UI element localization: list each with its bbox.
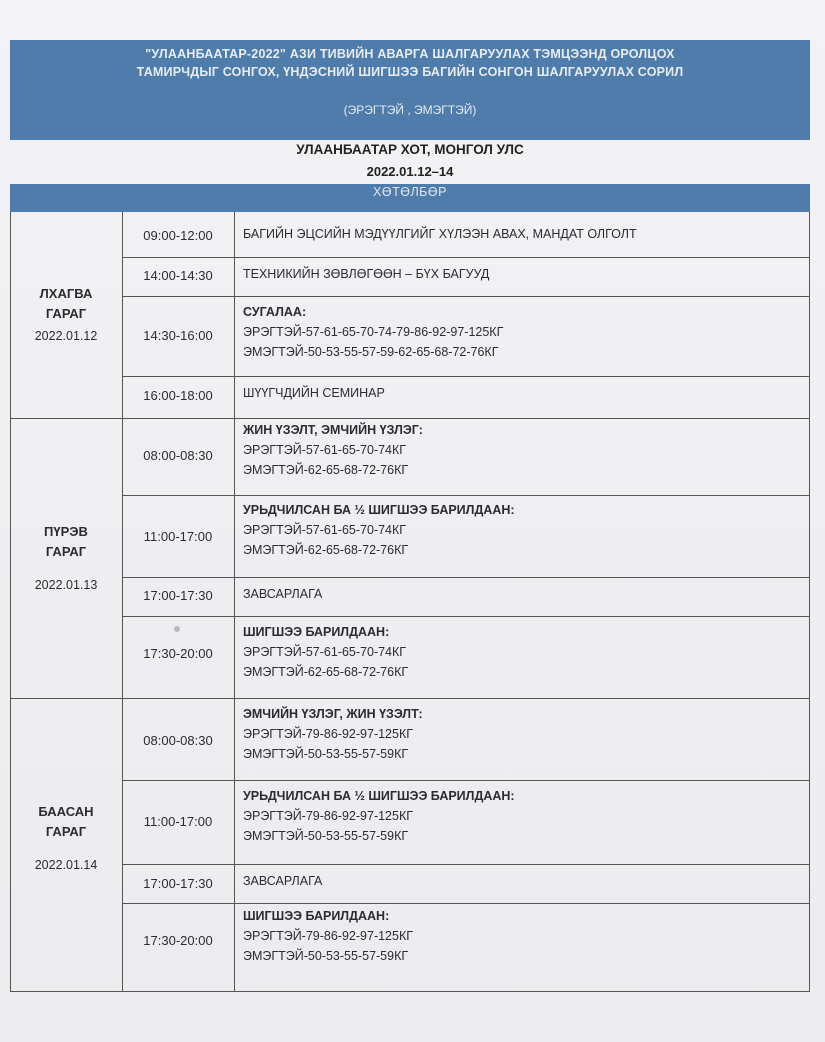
column-divider-time (234, 212, 235, 992)
time-slot: 14:30-16:00 (143, 328, 213, 343)
table-border-right (809, 212, 810, 992)
activity (243, 420, 803, 480)
event-dates: 2022.01.12–14 (366, 164, 454, 179)
activity (243, 302, 803, 362)
row-divider (122, 577, 810, 578)
activity-title: ЖИН ҮЗЭЛТ, ЭМЧИЙН ҮЗЛЭГ: (243, 423, 423, 437)
activity-line: ЭРЭГТЭЙ-57-61-65-70-74КГ (243, 443, 407, 457)
activity-title: СУГАЛАА: (243, 305, 307, 319)
day-name: ПҮРЭВ (44, 524, 88, 539)
activity (243, 704, 803, 764)
day-label (12, 284, 120, 343)
day-name-suffix: ГАРАГ (45, 306, 87, 321)
activity-line: ЭМЭГТЭЙ-62-65-68-72-76КГ (243, 543, 409, 557)
time-slot: 11:00-17:00 (143, 529, 213, 544)
activity-line: ЭРЭГТЭЙ-57-61-65-70-74КГ (243, 645, 407, 659)
activity (243, 584, 803, 604)
activity-line: ЭМЭГТЭЙ-50-53-55-57-59КГ (243, 829, 409, 843)
time-slot: 08:00-08:30 (143, 448, 213, 463)
activity (243, 786, 803, 846)
title-line-2: ТАМИРЧДЫГ СОНГОХ, ҮНДЭСНИЙ ШИГШЭЭ БАГИЙН СОНГОН ШАЛГАРУУЛАХ СОРИЛ (136, 65, 684, 79)
activity (243, 871, 803, 891)
day-date: 2022.01.12 (34, 329, 98, 343)
day-divider (10, 698, 810, 699)
day-date: 2022.01.14 (34, 858, 98, 872)
day-label (12, 802, 120, 872)
activity (243, 224, 803, 244)
activity-line: ЭМЭГТЭЙ-62-65-68-72-76КГ (243, 463, 409, 477)
row-divider (122, 257, 810, 258)
row-divider (122, 903, 810, 904)
activity-title: ЭМЧИЙН ҮЗЛЭГ, ЖИН ҮЗЭЛТ: (243, 707, 423, 721)
activity-line: ЭМЭГТЭЙ-50-53-55-57-59-62-65-68-72-76КГ (243, 345, 499, 359)
activity-line: ЭРЭГТЭЙ-79-86-92-97-125КГ (243, 809, 414, 823)
subtitle: (ЭРЭГТЭЙ , ЭМЭГТЭЙ) (343, 103, 477, 117)
specks (174, 626, 180, 632)
time-slot: 14:00-14:30 (143, 268, 213, 283)
title-line-1: "УЛААНБААТАР-2022" АЗИ ТИВИЙН АВАРГА ШАЛГАРУУЛАХ ТЭМЦЭЭНД ОРОЛЦОХ (145, 47, 675, 61)
activity (243, 383, 803, 403)
row-divider (122, 616, 810, 617)
activity-title: УРЬДЧИЛСАН БА ½ ШИГШЭЭ БАРИЛДААН: (243, 789, 515, 803)
day-date: 2022.01.13 (34, 578, 98, 592)
activity-line: ЭМЭГТЭЙ-50-53-55-57-59КГ (243, 747, 409, 761)
day-name: ЛХАГВА (39, 286, 93, 301)
activity-line: ШҮҮГЧДИЙН СЕМИНАР (243, 386, 385, 400)
activity-line: ЭМЭГТЭЙ-62-65-68-72-76КГ (243, 665, 409, 679)
row-divider (122, 296, 810, 297)
time-slot: 17:30-20:00 (143, 646, 213, 661)
title-banner (10, 40, 810, 140)
time-slot: 16:00-18:00 (143, 388, 213, 403)
activity-line: ЭРЭГТЭЙ-79-86-92-97-125КГ (243, 727, 414, 741)
activity-line: ЗАВСАРЛАГА (243, 587, 323, 601)
activity-line: ЭРЭГТЭЙ-57-61-65-70-74-79-86-92-97-125КГ (243, 325, 504, 339)
day-name: БААСАН (38, 804, 94, 819)
table-border-left (10, 212, 11, 992)
day-divider (10, 418, 810, 419)
activity-line: ЭМЭГТЭЙ-50-53-55-57-59КГ (243, 949, 409, 963)
row-divider (122, 780, 810, 781)
activity-line: ЗАВСАРЛАГА (243, 874, 323, 888)
time-slot: 17:00-17:30 (143, 876, 213, 891)
activity-title: ШИГШЭЭ БАРИЛДААН: (243, 625, 390, 639)
activity (243, 264, 803, 284)
day-name-suffix: ГАРАГ (45, 824, 87, 839)
activity (243, 622, 803, 682)
activity-line: ТЕХНИКИЙН ЗӨВЛӨГӨӨН – БҮХ БАГУУД (243, 267, 490, 281)
row-divider (122, 495, 810, 496)
activity-title: ШИГШЭЭ БАРИЛДААН: (243, 909, 390, 923)
activity-title: УРЬДЧИЛСАН БА ½ ШИГШЭЭ БАРИЛДААН: (243, 503, 515, 517)
time-slot: 11:00-17:00 (143, 814, 213, 829)
time-slot: 17:00-17:30 (143, 588, 213, 603)
activity (243, 500, 803, 560)
activity-line: ЭРЭГТЭЙ-57-61-65-70-74КГ (243, 523, 407, 537)
table-border-bottom (10, 991, 810, 992)
day-label (12, 522, 120, 592)
column-divider-day (122, 212, 123, 992)
location: УЛААНБААТАР ХОТ, МОНГОЛ УЛС (296, 142, 524, 157)
activity-line: ЭРЭГТЭЙ-79-86-92-97-125КГ (243, 929, 414, 943)
row-divider (122, 376, 810, 377)
time-slot: 09:00-12:00 (143, 228, 213, 243)
time-slot: 08:00-08:30 (143, 733, 213, 748)
time-slot: 17:30-20:00 (143, 933, 213, 948)
row-divider (122, 864, 810, 865)
day-name-suffix: ГАРАГ (45, 544, 87, 559)
program-header: ХӨТӨЛБӨР (10, 184, 810, 212)
activity (243, 906, 803, 966)
activity-line: БАГИЙН ЭЦСИЙН МЭДҮҮЛГИЙГ ХҮЛЭЭН АВАХ, МАНДАТ ОЛГОЛТ (243, 227, 637, 241)
